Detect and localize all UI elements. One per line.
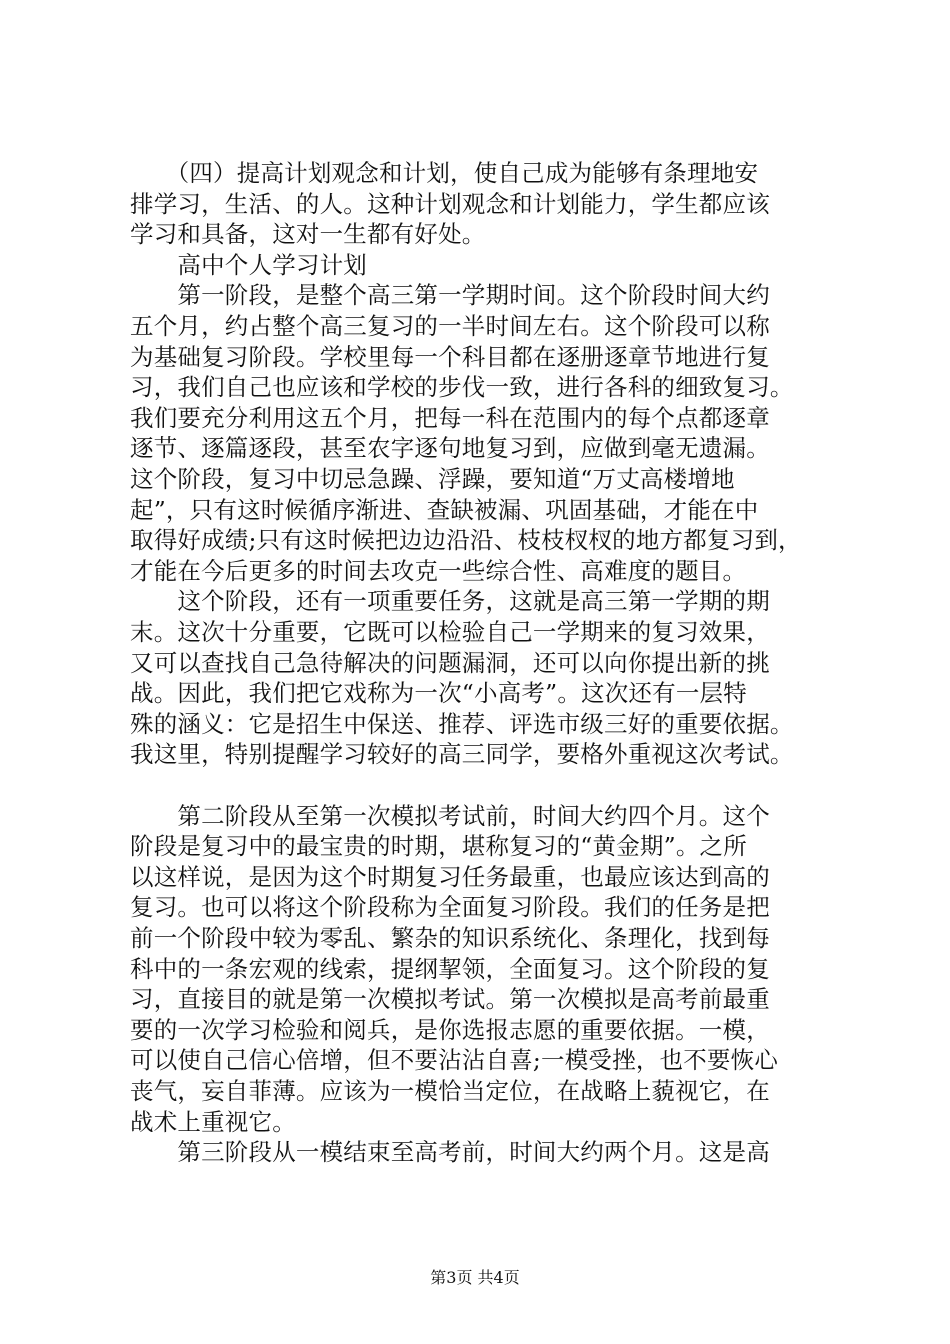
text-line: 五个月，约占整个高三复习的一半时间左右。这个阶段可以称 xyxy=(130,312,770,340)
text-line: 以这样说，是因为这个时期复习任务最重，也最应该达到高的 xyxy=(130,862,770,891)
text-line: 习，我们自己也应该和学校的步伐一致，进行各科的细致复习。 xyxy=(130,373,794,402)
text-line: 为基础复习阶段。学校里每一个科目都在逐册逐章节地进行复 xyxy=(130,342,770,371)
text-line: 阶段是复习中的最宝贵的时期，堪称复习的“黄金期”。之所 xyxy=(130,832,747,861)
text-line: 这个阶段，还有一项重要任务，这就是高三第一学期的期 xyxy=(130,587,770,616)
text-line: 我们要充分利用这五个月，把每一科在范围内的每个点都逐章 xyxy=(130,403,770,432)
text-line: 这个阶段，复习中切忌急躁、浮躁，要知道“万丈高楼增地 xyxy=(130,465,735,493)
text-line: 复习。也可以将这个阶段称为全面复习阶段。我们的任务是把 xyxy=(130,893,770,922)
text-line: 高中个人学习计划 xyxy=(130,250,367,279)
text-line: 殊的涵义：它是招生中保送、推荐、评选市级三好的重要依据。 xyxy=(130,709,794,738)
text-line: 又可以查找自己急待解决的问题漏洞，还可以向你提出新的挑 xyxy=(130,648,770,677)
text-line: 战。因此，我们把它戏称为一次“小高考”。这次还有一层特 xyxy=(130,679,747,708)
text-line: 第二阶段从至第一次模拟考试前，时间大约四个月。这个 xyxy=(130,801,770,830)
text-line: 起”，只有这时候循序渐进、查缺被漏、巩固基础，才能在中 xyxy=(130,495,759,524)
text-line: 排学习，生活、的人。这种计划观念和计划能力，学生都应该 xyxy=(130,189,770,218)
text-line: （四）提高计划观念和计划，使自己成为能够有条理地安 xyxy=(130,159,759,187)
text-line: 末。这次十分重要，它既可以检验自己一学期来的复习效果， xyxy=(130,618,770,646)
text-line: 习，直接目的就是第一次模拟考试。第一次模拟是高考前最重 xyxy=(130,985,770,1014)
text-line: 学习和具备，这对一生都有好处。 xyxy=(130,220,486,249)
page-footer: 第3页 共4页 xyxy=(430,1268,520,1287)
text-line: 逐节、逐篇逐段，甚至农字逐句地复习到，应做到毫无遗漏。 xyxy=(130,434,770,463)
text-line: 才能在今后更多的时间去攻克一些综合性、高难度的题目。 xyxy=(130,556,747,585)
text-line: 第三阶段从一模结束至高考前，时间大约两个月。这是高 xyxy=(130,1138,770,1167)
text-line: 要的一次学习检验和阅兵，是你选报志愿的重要依据。一模， xyxy=(130,1015,770,1044)
text-line: 科中的一条宏观的线索，提纲挈领，全面复习。这个阶段的复 xyxy=(130,954,770,983)
text-line: 战术上重视它。 xyxy=(130,1107,296,1136)
text-line: 可以使自己信心倍增，但不要沾沾自喜;一模受挫，也不要恢心 xyxy=(130,1046,779,1075)
text-line: 我这里，特别提醒学习较好的高三同学，要格外重视这次考试。 xyxy=(130,740,794,769)
text-line: 第一阶段，是整个高三第一学期时间。这个阶段时间大约 xyxy=(130,281,770,310)
text-line: 取得好成绩;只有这时候把边边沿沿、枝枝杈杈的地方都复习到， xyxy=(130,526,802,555)
text-line: 丧气，妄自菲薄。应该为一模恰当定位，在战略上藐视它，在 xyxy=(130,1077,770,1105)
text-line: 前一个阶段中较为零乱、繁杂的知识系统化、条理化，找到每 xyxy=(130,924,770,952)
